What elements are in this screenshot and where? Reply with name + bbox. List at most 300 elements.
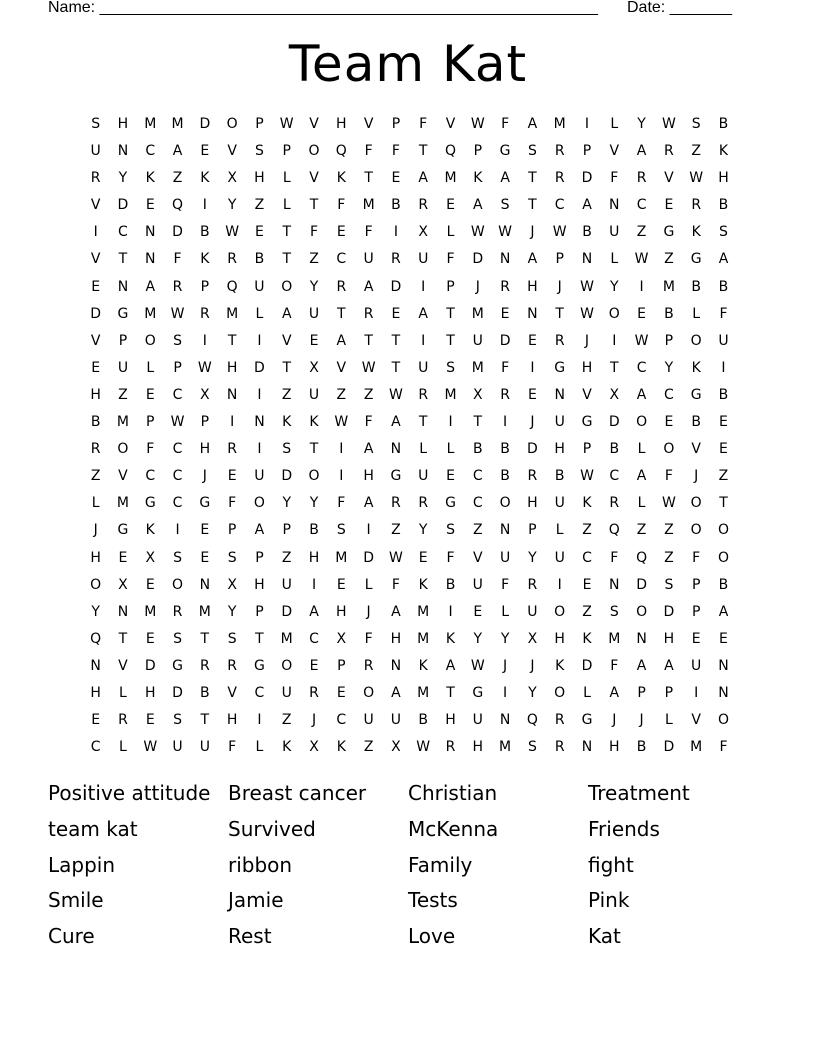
grid-letter[interactable]: P <box>255 116 264 132</box>
grid-letter[interactable]: B <box>445 576 456 593</box>
grid-letter[interactable]: M <box>444 386 457 403</box>
grid-letter[interactable]: V <box>664 170 674 187</box>
grid-letter[interactable]: I <box>639 278 644 295</box>
grid-letter[interactable]: C <box>90 739 101 756</box>
grid-letter[interactable]: K <box>200 251 210 268</box>
grid-letter[interactable]: Z <box>473 522 483 539</box>
grid-letter[interactable]: B <box>418 712 429 729</box>
name-field-label[interactable]: Name: ________________________________________________________ <box>48 0 598 16</box>
grid-letter[interactable]: C <box>145 468 156 485</box>
grid-letter[interactable]: T <box>446 684 455 701</box>
grid-letter[interactable]: W <box>170 305 185 322</box>
grid-letter[interactable]: U <box>691 657 702 674</box>
grid-letter[interactable]: K <box>282 739 292 756</box>
grid-letter[interactable]: F <box>337 495 346 512</box>
grid-letter[interactable]: I <box>257 441 262 458</box>
grid-letter[interactable]: M <box>116 495 129 512</box>
grid-letter[interactable]: K <box>145 170 155 187</box>
grid-letter[interactable]: D <box>254 359 265 376</box>
grid-letter[interactable]: O <box>663 441 675 458</box>
grid-letter[interactable]: M <box>417 684 430 701</box>
grid-letter[interactable]: I <box>257 386 262 403</box>
grid-letter[interactable]: R <box>172 603 183 620</box>
grid-letter[interactable]: U <box>363 251 374 268</box>
grid-letter[interactable]: L <box>146 359 155 376</box>
grid-letter[interactable]: M <box>499 739 512 756</box>
grid-letter[interactable]: R <box>391 495 401 512</box>
grid-letter[interactable]: S <box>527 739 537 756</box>
grid-letter[interactable]: W <box>225 224 240 241</box>
grid-letter[interactable]: E <box>527 386 537 403</box>
grid-letter[interactable]: J <box>530 657 535 674</box>
grid-letter[interactable]: C <box>336 251 347 268</box>
grid-letter[interactable]: B <box>664 305 674 322</box>
grid-letter[interactable]: B <box>554 468 565 485</box>
grid-letter[interactable]: K <box>445 630 456 647</box>
grid-letter[interactable]: X <box>336 630 347 647</box>
grid-letter[interactable]: H <box>117 116 129 132</box>
grid-letter[interactable]: Z <box>118 386 128 403</box>
grid-letter[interactable]: I <box>202 197 207 214</box>
grid-letter[interactable]: M <box>335 549 348 566</box>
grid-letter[interactable]: K <box>582 630 592 647</box>
grid-letter[interactable]: W <box>279 116 294 132</box>
grid-letter[interactable]: R <box>527 468 538 485</box>
grid-letter[interactable]: G <box>144 495 156 512</box>
grid-letter[interactable]: M <box>608 630 621 647</box>
grid-letter[interactable]: F <box>446 251 455 268</box>
grid-letter[interactable]: E <box>145 712 155 729</box>
grid-letter[interactable]: E <box>719 630 728 647</box>
grid-letter[interactable]: H <box>527 495 538 512</box>
date-field-label[interactable]: Date: _______ <box>627 0 732 16</box>
grid-letter[interactable]: H <box>254 576 265 593</box>
grid-letter[interactable]: R <box>309 684 319 701</box>
grid-letter[interactable]: O <box>144 332 156 349</box>
grid-letter[interactable]: R <box>554 712 565 729</box>
grid-letter[interactable]: O <box>690 495 702 512</box>
grid-letter[interactable]: H <box>581 359 593 376</box>
grid-letter[interactable]: C <box>554 197 565 214</box>
grid-letter[interactable]: I <box>530 359 535 376</box>
grid-letter[interactable]: F <box>364 630 373 647</box>
grid-letter[interactable]: X <box>418 224 428 241</box>
grid-letter[interactable]: A <box>363 441 374 458</box>
grid-letter[interactable]: T <box>282 224 291 241</box>
grid-letter[interactable]: V <box>336 359 347 376</box>
grid-letter[interactable]: P <box>691 576 701 593</box>
grid-letter[interactable]: U <box>472 332 483 349</box>
grid-letter[interactable]: J <box>311 712 317 729</box>
grid-letter[interactable]: O <box>363 684 375 701</box>
grid-letter[interactable]: B <box>582 224 592 241</box>
grid-letter[interactable]: E <box>336 224 346 241</box>
grid-letter[interactable]: C <box>254 684 265 701</box>
grid-letter[interactable]: B <box>200 684 210 701</box>
grid-letter[interactable]: L <box>637 441 646 458</box>
grid-letter[interactable]: J <box>503 657 508 674</box>
grid-letter[interactable]: A <box>336 332 347 349</box>
grid-letter[interactable]: P <box>391 116 401 132</box>
grid-letter[interactable]: H <box>663 630 675 647</box>
grid-letter[interactable]: O <box>690 332 702 349</box>
grid-letter[interactable]: P <box>146 414 155 431</box>
grid-letter[interactable]: D <box>608 414 620 431</box>
grid-letter[interactable]: L <box>119 684 127 701</box>
grid-letter[interactable]: G <box>390 468 402 485</box>
grid-letter[interactable]: A <box>527 251 538 268</box>
grid-letter[interactable]: A <box>636 657 647 674</box>
grid-letter[interactable]: E <box>446 197 455 214</box>
grid-letter[interactable]: E <box>391 305 401 322</box>
grid-letter[interactable]: I <box>503 414 508 431</box>
grid-letter[interactable]: N <box>499 251 511 268</box>
grid-letter[interactable]: C <box>118 224 128 241</box>
grid-letter[interactable]: H <box>254 170 265 187</box>
grid-letter[interactable]: O <box>281 278 293 295</box>
grid-letter[interactable]: I <box>421 332 426 349</box>
grid-letter[interactable]: T <box>255 630 264 647</box>
grid-letter[interactable]: O <box>554 603 566 620</box>
grid-letter[interactable]: K <box>555 657 565 674</box>
grid-letter[interactable]: Z <box>281 386 292 403</box>
grid-letter[interactable]: V <box>473 549 483 566</box>
grid-letter[interactable]: N <box>254 414 265 431</box>
grid-letter[interactable]: Z <box>281 549 292 566</box>
grid-letter[interactable]: L <box>91 495 100 512</box>
grid-letter[interactable]: K <box>718 143 729 160</box>
grid-letter[interactable]: B <box>691 414 701 431</box>
grid-letter[interactable]: H <box>144 684 156 701</box>
grid-letter[interactable]: R <box>527 576 538 593</box>
grid-letter[interactable]: B <box>718 278 729 295</box>
grid-letter[interactable]: P <box>282 143 291 160</box>
grid-letter[interactable]: F <box>364 224 373 241</box>
grid-letter[interactable]: T <box>719 495 728 512</box>
grid-letter[interactable]: X <box>200 386 210 403</box>
grid-letter[interactable]: M <box>444 170 457 187</box>
grid-letter[interactable]: I <box>612 332 617 349</box>
grid-letter[interactable]: T <box>418 414 428 431</box>
grid-letter[interactable]: W <box>470 657 485 674</box>
grid-letter[interactable]: K <box>145 522 155 539</box>
grid-letter[interactable]: L <box>692 305 701 322</box>
grid-letter[interactable]: Q <box>335 143 347 160</box>
grid-letter[interactable]: A <box>582 197 592 214</box>
grid-letter[interactable]: P <box>282 522 291 539</box>
grid-letter[interactable]: N <box>581 739 593 756</box>
grid-letter[interactable]: O <box>636 603 648 620</box>
grid-letter[interactable]: L <box>364 576 373 593</box>
grid-letter[interactable]: I <box>175 522 180 539</box>
grid-letter[interactable]: I <box>257 332 262 349</box>
grid-letter[interactable]: Q <box>444 143 457 160</box>
grid-letter[interactable]: V <box>90 332 101 349</box>
grid-letter[interactable]: P <box>637 684 646 701</box>
grid-letter[interactable]: L <box>119 739 127 756</box>
grid-letter[interactable]: R <box>363 657 374 674</box>
grid-letter[interactable]: R <box>172 278 183 295</box>
grid-letter[interactable]: E <box>200 549 210 566</box>
grid-letter[interactable]: U <box>718 332 729 349</box>
grid-letter[interactable]: U <box>281 684 292 701</box>
grid-letter[interactable]: R <box>445 739 456 756</box>
grid-letter[interactable]: M <box>144 305 157 322</box>
grid-letter[interactable]: A <box>664 657 674 674</box>
grid-letter[interactable]: C <box>472 468 483 485</box>
grid-letter[interactable]: C <box>636 359 647 376</box>
grid-letter[interactable]: T <box>282 359 291 376</box>
grid-letter[interactable]: D <box>172 224 183 241</box>
grid-letter[interactable]: P <box>555 251 564 268</box>
grid-letter[interactable]: Y <box>309 278 319 295</box>
grid-letter[interactable]: R <box>554 170 565 187</box>
grid-letter[interactable]: N <box>117 278 129 295</box>
grid-letter[interactable]: O <box>690 522 702 539</box>
grid-letter[interactable]: T <box>446 305 455 322</box>
grid-letter[interactable]: P <box>200 278 210 295</box>
grid-letter[interactable]: A <box>363 278 374 295</box>
grid-letter[interactable]: P <box>337 657 346 674</box>
grid-letter[interactable]: N <box>117 143 129 160</box>
grid-letter[interactable]: B <box>718 576 729 593</box>
grid-letter[interactable]: M <box>226 305 239 322</box>
grid-letter[interactable]: B <box>718 116 729 132</box>
grid-letter[interactable]: A <box>718 603 729 620</box>
grid-letter[interactable]: M <box>662 278 675 295</box>
grid-letter[interactable]: U <box>418 359 429 376</box>
grid-letter[interactable]: Y <box>227 197 237 214</box>
grid-letter[interactable]: S <box>691 116 701 132</box>
grid-letter[interactable]: P <box>582 143 592 160</box>
grid-letter[interactable]: V <box>691 712 701 729</box>
grid-letter[interactable]: P <box>446 278 455 295</box>
grid-letter[interactable]: B <box>691 278 701 295</box>
grid-letter[interactable]: C <box>636 197 647 214</box>
grid-letter[interactable]: D <box>527 441 538 458</box>
grid-letter[interactable]: T <box>473 414 483 431</box>
grid-letter[interactable]: H <box>718 170 729 187</box>
grid-letter[interactable]: U <box>554 549 565 566</box>
grid-letter[interactable]: F <box>719 305 728 322</box>
grid-letter[interactable]: N <box>718 684 729 701</box>
grid-letter[interactable]: Z <box>309 251 319 268</box>
grid-letter[interactable]: C <box>582 549 592 566</box>
grid-letter[interactable]: S <box>500 197 510 214</box>
grid-letter[interactable]: S <box>446 522 455 539</box>
grid-letter[interactable]: H <box>363 468 374 485</box>
grid-letter[interactable]: M <box>144 116 157 132</box>
grid-letter[interactable]: I <box>721 359 726 376</box>
grid-letter[interactable]: N <box>199 576 211 593</box>
grid-letter[interactable]: H <box>308 549 320 566</box>
grid-letter[interactable]: V <box>118 468 128 485</box>
grid-letter[interactable]: V <box>90 251 101 268</box>
grid-letter[interactable]: H <box>90 684 101 701</box>
grid-letter[interactable]: X <box>527 630 538 647</box>
grid-letter[interactable]: I <box>557 576 562 593</box>
grid-letter[interactable]: N <box>581 251 593 268</box>
grid-letter[interactable]: G <box>117 305 129 322</box>
grid-letter[interactable]: O <box>636 414 648 431</box>
grid-letter[interactable]: X <box>227 576 237 593</box>
grid-letter[interactable]: A <box>718 251 729 268</box>
grid-letter[interactable]: T <box>610 359 619 376</box>
grid-letter[interactable]: O <box>90 576 102 593</box>
grid-letter[interactable]: A <box>254 522 265 539</box>
grid-letter[interactable]: M <box>198 603 211 620</box>
grid-letter[interactable]: S <box>173 630 182 647</box>
grid-letter[interactable]: R <box>664 143 674 160</box>
grid-letter[interactable]: R <box>554 143 565 160</box>
grid-letter[interactable]: D <box>663 739 675 756</box>
grid-letter[interactable]: L <box>282 170 291 187</box>
grid-letter[interactable]: W <box>361 359 376 376</box>
grid-letter[interactable]: W <box>552 224 567 241</box>
grid-letter[interactable]: H <box>226 359 238 376</box>
grid-letter[interactable]: L <box>446 441 455 458</box>
grid-letter[interactable]: S <box>227 630 237 647</box>
grid-letter[interactable]: U <box>254 468 265 485</box>
grid-letter[interactable]: F <box>610 170 619 187</box>
grid-letter[interactable]: E <box>719 441 728 458</box>
grid-letter[interactable]: Z <box>336 386 347 403</box>
grid-letter[interactable]: I <box>584 116 590 132</box>
grid-letter[interactable]: S <box>227 549 237 566</box>
grid-letter[interactable]: V <box>281 332 292 349</box>
grid-letter[interactable]: X <box>473 386 483 403</box>
grid-letter[interactable]: U <box>308 386 320 403</box>
grid-letter[interactable]: L <box>419 441 428 458</box>
grid-letter[interactable]: G <box>199 495 211 512</box>
grid-letter[interactable]: K <box>309 414 319 431</box>
grid-letter[interactable]: F <box>173 251 182 268</box>
grid-letter[interactable]: P <box>173 359 182 376</box>
grid-letter[interactable]: N <box>527 305 538 322</box>
grid-letter[interactable]: Z <box>363 739 374 756</box>
grid-letter[interactable]: W <box>470 224 485 241</box>
grid-letter[interactable]: Z <box>90 468 101 485</box>
grid-letter[interactable]: Y <box>282 495 291 512</box>
grid-letter[interactable]: M <box>116 414 129 431</box>
grid-letter[interactable]: T <box>309 197 319 214</box>
grid-letter[interactable]: K <box>336 739 346 756</box>
grid-letter[interactable]: R <box>90 441 101 458</box>
grid-letter[interactable]: H <box>336 603 347 620</box>
grid-letter[interactable]: K <box>582 495 592 512</box>
grid-letter[interactable]: U <box>472 576 483 593</box>
grid-letter[interactable]: I <box>93 224 98 241</box>
grid-letter[interactable]: K <box>282 414 292 431</box>
grid-letter[interactable]: E <box>691 630 701 647</box>
grid-letter[interactable]: B <box>718 386 729 403</box>
grid-letter[interactable]: T <box>418 143 428 160</box>
grid-letter[interactable]: N <box>499 712 511 729</box>
grid-letter[interactable]: Y <box>118 170 128 187</box>
grid-letter[interactable]: U <box>554 414 565 431</box>
grid-letter[interactable]: A <box>172 143 183 160</box>
grid-letter[interactable]: P <box>691 603 701 620</box>
grid-letter[interactable]: R <box>363 305 374 322</box>
grid-letter[interactable]: Y <box>610 278 619 295</box>
grid-letter[interactable]: O <box>281 657 293 674</box>
grid-letter[interactable]: K <box>418 576 428 593</box>
grid-letter[interactable]: W <box>580 305 594 322</box>
grid-letter[interactable]: L <box>664 712 673 729</box>
grid-letter[interactable]: E <box>200 143 210 160</box>
grid-letter[interactable]: T <box>364 332 373 349</box>
grid-letter[interactable]: R <box>418 197 429 214</box>
grid-letter[interactable]: E <box>336 684 346 701</box>
grid-letter[interactable]: E <box>227 468 237 485</box>
grid-letter[interactable]: C <box>172 468 183 485</box>
grid-letter[interactable]: E <box>418 549 428 566</box>
grid-letter[interactable]: Y <box>309 495 319 512</box>
grid-letter[interactable]: T <box>200 630 210 647</box>
grid-letter[interactable]: T <box>337 305 346 322</box>
grid-letter[interactable]: D <box>390 278 402 295</box>
grid-letter[interactable]: E <box>145 576 155 593</box>
grid-letter[interactable]: S <box>173 712 182 729</box>
grid-letter[interactable]: E <box>145 630 155 647</box>
grid-letter[interactable]: Y <box>500 630 510 647</box>
grid-letter[interactable]: B <box>254 251 265 268</box>
grid-letter[interactable]: W <box>498 224 513 241</box>
grid-letter[interactable]: M <box>144 603 157 620</box>
grid-letter[interactable]: P <box>473 143 483 160</box>
grid-letter[interactable]: V <box>118 657 128 674</box>
grid-letter[interactable]: B <box>391 197 401 214</box>
grid-letter[interactable]: L <box>610 116 619 132</box>
grid-letter[interactable]: G <box>117 522 129 539</box>
grid-letter[interactable]: W <box>580 278 594 295</box>
grid-letter[interactable]: R <box>391 251 401 268</box>
grid-letter[interactable]: E <box>446 468 455 485</box>
grid-letter[interactable]: W <box>661 116 676 132</box>
grid-letter[interactable]: J <box>202 468 207 485</box>
grid-letter[interactable]: R <box>418 495 429 512</box>
grid-letter[interactable]: F <box>501 359 510 376</box>
grid-letter[interactable]: T <box>364 170 373 187</box>
grid-letter[interactable]: C <box>172 441 183 458</box>
grid-letter[interactable]: X <box>227 170 237 187</box>
grid-letter[interactable]: J <box>584 332 590 349</box>
grid-letter[interactable]: R <box>554 739 565 756</box>
grid-letter[interactable]: R <box>554 332 565 349</box>
grid-letter[interactable]: W <box>388 549 403 566</box>
grid-letter[interactable]: S <box>527 143 537 160</box>
grid-letter[interactable]: S <box>446 359 455 376</box>
grid-letter[interactable]: Z <box>582 603 592 620</box>
grid-letter[interactable]: I <box>339 468 344 485</box>
grid-letter[interactable]: O <box>226 116 238 132</box>
grid-letter[interactable]: H <box>527 278 538 295</box>
grid-letter[interactable]: S <box>282 441 292 458</box>
grid-letter[interactable]: F <box>146 441 155 458</box>
grid-letter[interactable]: L <box>555 522 564 539</box>
grid-letter[interactable]: P <box>200 414 210 431</box>
grid-letter[interactable]: H <box>226 712 238 729</box>
grid-letter[interactable]: U <box>554 495 565 512</box>
grid-letter[interactable]: L <box>255 305 264 322</box>
grid-letter[interactable]: G <box>690 386 702 403</box>
grid-letter[interactable]: F <box>664 468 673 485</box>
grid-letter[interactable]: O <box>308 143 320 160</box>
grid-letter[interactable]: Z <box>691 143 701 160</box>
grid-letter[interactable]: R <box>500 386 510 403</box>
grid-letter[interactable]: T <box>391 332 401 349</box>
grid-letter[interactable]: E <box>582 576 592 593</box>
